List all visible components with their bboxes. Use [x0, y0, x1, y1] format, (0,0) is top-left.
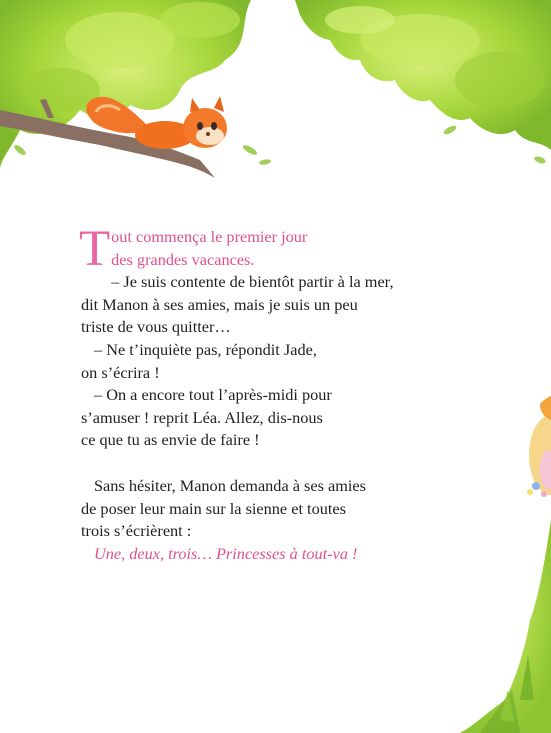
story-line: s’amuser ! reprit Léa. Allez, dis-nous: [81, 407, 323, 427]
tree-canopy: [0, 0, 551, 170]
chant-line: Une, deux, trois… Princesses à tout-va !: [94, 543, 358, 563]
story-line: ce que tu as envie de faire !: [81, 430, 260, 450]
story-line: Sans hésiter, Manon demanda à ses amies: [94, 475, 366, 495]
story-line: – Je suis contente de bientôt partir à la mer,: [111, 272, 394, 292]
drop-cap: T: [79, 221, 111, 277]
story-text: [79, 221, 421, 565]
story-line: trois s’écrièrent :: [81, 521, 192, 541]
story-line: – Ne t’inquiète pas, répondit Jade,: [94, 339, 317, 359]
opening-line-2: des grandes vacances.: [111, 249, 255, 269]
grass-illustration: [460, 520, 551, 733]
story-line: dit Manon à ses amies, mais je suis un peu: [81, 294, 358, 314]
story-line: triste de vous quitter…: [81, 317, 231, 337]
story-line: de poser leur main sur la sienne et toutes: [81, 498, 346, 518]
story-line: on s’écrira !: [81, 362, 160, 382]
paragraph-gap: [81, 452, 421, 475]
opening-line-1: out commença le premier jour: [111, 227, 308, 246]
story-line: – On a encore tout l’après-midi pour: [94, 385, 332, 405]
